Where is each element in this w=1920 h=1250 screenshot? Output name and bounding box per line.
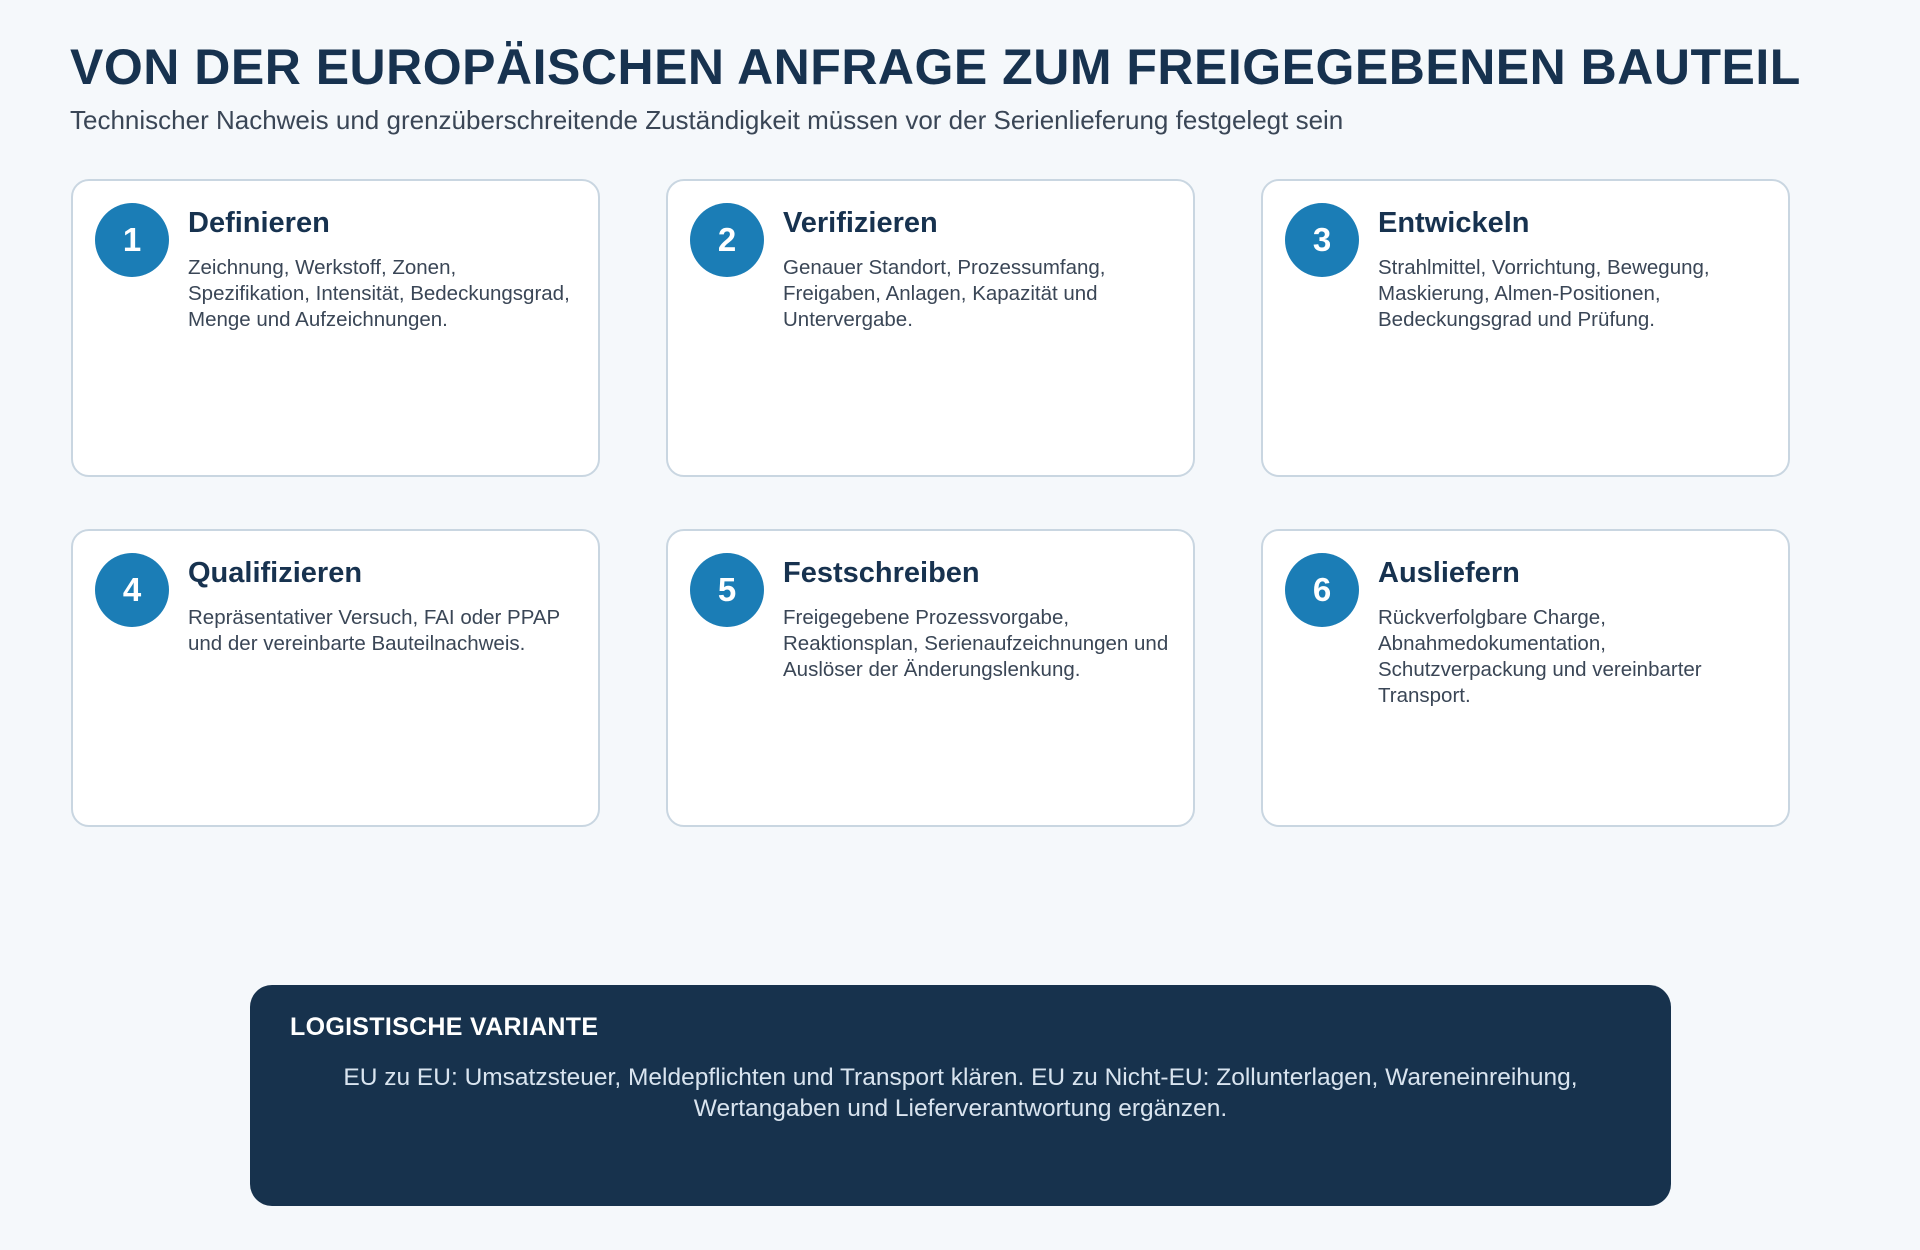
step-description: Repräsentativer Versuch, FAI oder PPAP und der vereinbarte Bauteilnachweis. xyxy=(188,606,560,655)
step-card-3 xyxy=(1261,179,1790,477)
step-title: Qualifizieren xyxy=(188,557,363,589)
step-title: Festschreiben xyxy=(783,557,980,589)
page-subtitle: Technischer Nachweis und grenzüberschreitende Zuständigkeit müssen vor der Serienlieferung festgelegt sein xyxy=(70,105,1344,135)
step-number-badge: 3 xyxy=(1285,203,1359,277)
step-title: Ausliefern xyxy=(1378,557,1520,589)
page-title: VON DER EUROPÄISCHEN ANFRAGE ZUM FREIGEGEBENEN BAUTEIL xyxy=(70,39,1801,95)
step-description: Genauer Standort, Prozessumfang, Freigaben, Anlagen, Kapazität und Untervergabe. xyxy=(783,256,1106,331)
step-card-5 xyxy=(666,529,1195,827)
step-number-badge: 1 xyxy=(95,203,169,277)
step-number-badge: 4 xyxy=(95,553,169,627)
step-description: Zeichnung, Werkstoff, Zonen, Spezifikation, Intensität, Bedeckungsgrad, Menge und Aufzeichnungen. xyxy=(188,256,570,331)
step-description: Strahlmittel, Vorrichtung, Bewegung, Maskierung, Almen-Positionen, Bedeckungsgrad und Prüfung. xyxy=(1378,256,1710,331)
step-description: Rückverfolgbare Charge, Abnahmedokumentation, Schutzverpackung und vereinbarter Transport. xyxy=(1378,606,1702,707)
logistics-panel xyxy=(250,985,1671,1206)
logistics-title: LOGISTISCHE VARIANTE xyxy=(290,1013,599,1041)
step-number-badge: 5 xyxy=(690,553,764,627)
step-number-badge: 6 xyxy=(1285,553,1359,627)
step-grid xyxy=(71,179,1791,827)
step-title: Verifizieren xyxy=(783,207,938,239)
step-title: Entwickeln xyxy=(1378,207,1530,239)
step-card-1 xyxy=(71,179,600,477)
step-card-6 xyxy=(1261,529,1790,827)
header xyxy=(70,38,1870,136)
logistics-text: EU zu EU: Umsatzsteuer, Meldepflichten und Transport klären. EU zu Nicht-EU: Zollunterlagen, Wareneinreihung, Wertangaben und Lieferverantwortung ergänzen. xyxy=(343,1064,1578,1122)
step-card-2 xyxy=(666,179,1195,477)
step-title: Definieren xyxy=(188,207,330,239)
step-card-4 xyxy=(71,529,600,827)
step-description: Freigegebene Prozessvorgabe, Reaktionsplan, Serienaufzeichnungen und Auslöser der Änderungslenkung. xyxy=(783,606,1169,681)
step-number-badge: 2 xyxy=(690,203,764,277)
